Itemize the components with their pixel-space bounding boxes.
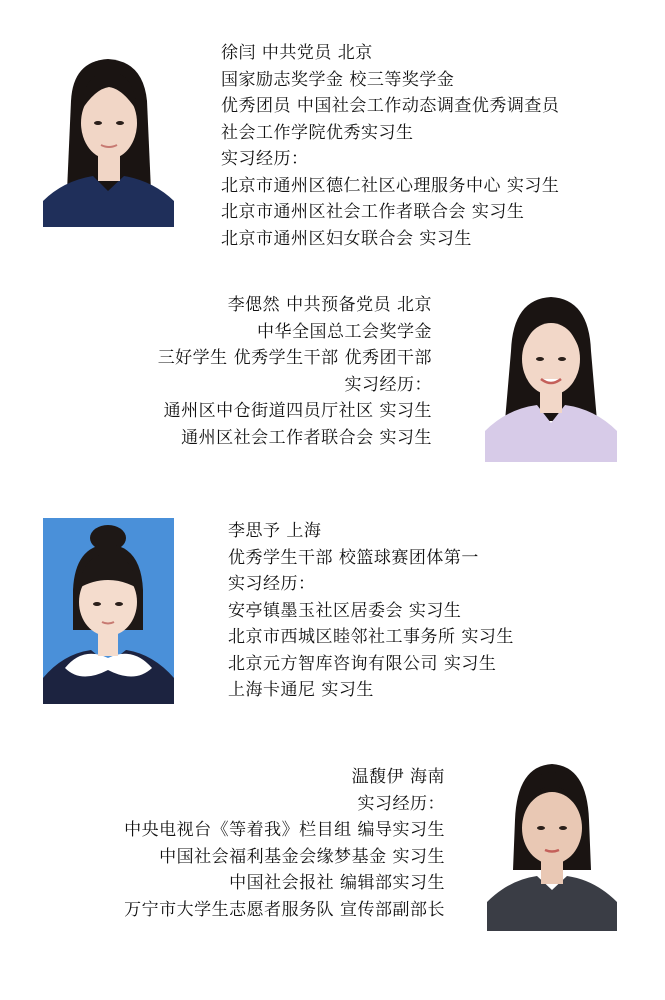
profile-3-line-2: 优秀学生干部 校篮球赛团体第一	[228, 547, 479, 568]
portrait-photo-icon	[43, 41, 174, 227]
eye-left	[537, 826, 545, 830]
profile-2-line-4: 实习经历：	[344, 374, 432, 395]
profile-1-text	[221, 40, 559, 252]
profile-2-line-2: 中华全国总工会奖学金	[257, 321, 432, 342]
profile-4-line-6: 万宁市大学生志愿者服务队 宣传部副部长	[124, 899, 445, 920]
profile-1-line-6: 北京市通州区德仁社区心理服务中心 实习生	[221, 175, 560, 196]
profile-4-line-2: 实习经历：	[357, 793, 445, 814]
profile-1-line-5: 实习经历：	[221, 149, 309, 169]
profile-3-line-3: 实习经历：	[228, 574, 316, 594]
profile-1-line-1: 徐闫 中共党员 北京	[221, 43, 373, 63]
eye-right	[559, 826, 567, 830]
mouth	[541, 379, 561, 383]
profile-2-line-1: 李偲然 中共预备党员 北京	[227, 295, 432, 315]
eye-left	[94, 121, 102, 125]
profile-3-text	[228, 518, 514, 704]
profile-3-line-1: 李思予 上海	[228, 521, 322, 541]
profile-3-photo	[43, 518, 174, 704]
profile-3-line-7: 上海卡通尼 实习生	[228, 680, 374, 700]
profile-4-photo	[487, 750, 617, 931]
eye-right	[115, 602, 123, 606]
profile-1-line-8: 北京市通州区妇女联合会 实习生	[221, 228, 472, 249]
profile-1-line-7: 北京市通州区社会工作者联合会 实习生	[221, 202, 525, 222]
profile-3-line-6: 北京元方智库咨询有限公司 实习生	[228, 653, 497, 674]
profile-4-line-3: 中央电视台《等着我》栏目组 编导实习生	[124, 820, 445, 840]
eye-right	[558, 357, 566, 361]
portrait-photo-icon	[485, 281, 617, 462]
eye-right	[116, 121, 124, 125]
profile-1-line-4: 社会工作学院优秀实习生	[221, 122, 414, 143]
profile-2-line-5: 通州区中仓街道四员厅社区 实习生	[163, 401, 432, 421]
profile-4-line-1: 温馥伊 海南	[351, 767, 445, 787]
profile-2-photo	[485, 281, 617, 462]
profile-1-line-3: 优秀团员 中国社会工作动态调查优秀调查员	[221, 96, 560, 116]
profile-2-text	[158, 292, 432, 451]
profile-4-text	[124, 764, 445, 923]
profile-4-line-5: 中国社会报社 编辑部实习生	[229, 873, 445, 893]
profile-2-line-3: 三好学生 优秀学生干部 优秀团干部	[157, 348, 432, 368]
eye-left	[93, 602, 101, 606]
profile-1-photo	[43, 41, 174, 227]
portrait-photo-icon	[43, 518, 174, 704]
eye-left	[536, 357, 544, 361]
portrait-photo-icon	[487, 750, 617, 931]
face	[522, 792, 582, 864]
profile-2-line-6: 通州区社会工作者联合会 实习生	[181, 427, 432, 448]
profile-3-line-4: 安亭镇墨玉社区居委会 实习生	[228, 600, 462, 621]
profile-1-line-2: 国家励志奖学金 校三等奖学金	[221, 69, 455, 90]
profile-4-line-4: 中国社会福利基金会缘梦基金 实习生	[159, 846, 445, 867]
profile-3-line-5: 北京市西城区睦邻社工事务所 实习生	[228, 627, 514, 647]
